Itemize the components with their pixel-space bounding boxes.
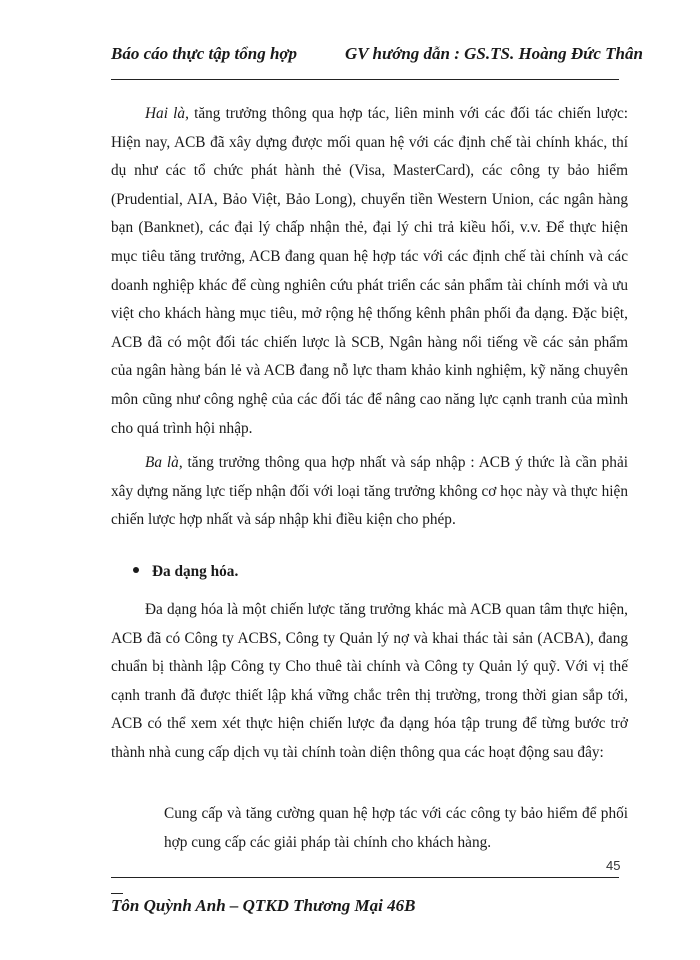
paragraph-text: , tăng trưởng thông qua hợp tác, liên minh với các đối tác chiến lược: Hiện nay, ACB đã xây dựng được mối quan hệ với các định chế tài chính khác, thí dụ như các tổ chức phát hành thẻ (Visa, MasterCard), các công ty bảo hiểm (Prudential, AIA, Bảo Việt, Bảo Long), chuyển tiền Western Union, các ngân hàng bạn (Banknet), các đại lý chấp nhận thẻ, đại lý chi trả kiều hối, v.v. Để thực hiện mục tiêu tăng trưởng, ACB đang quan hệ hợp tác với các định chế tài chính và các doanh nghiệp khác để cùng nghiên cứu phát triển các sản phẩm tài chính mới và ưu việt cho khách hàng mục tiêu, mở rộng hệ thống kênh phân phối đa dạng. Đặc biệt, ACB đã có một đối tác chiến lược là SCB, Ngân hàng nổi tiếng về các sản phẩm của ngân hàng bán lẻ và ACB đang nỗ lực tham khảo kinh nghiệm, kỹ năng chuyên môn cũng như công nghệ của các đối tác để nâng cao năng lực cạnh tranh của mình cho quá trình hội nhập.: [111, 105, 628, 437]
footer-author: Tôn Quỳnh Anh – QTKD Thương Mại 46B: [111, 896, 416, 915]
page-number: 45: [606, 858, 621, 873]
footer-mark: [111, 893, 123, 894]
header-divider: [111, 79, 619, 80]
paragraph-diversification: Đa dạng hóa là một chiến lược tăng trưởng khác mà ACB quan tâm thực hiện, ACB đã có Công ty ACBS, Công ty Quản lý nợ và khai thác tài sản (ACBA), đang chuẩn bị thành lập Công ty Cho thuê tài chính và Công ty Quản lý quỹ. Với vị thế cạnh tranh đã được thiết lập khá vững chắc trên thị trường, trong thời gian sắp tới, ACB có thể xem xét thực hiện chiến lược đa dạng hóa tập trung để từng bước trở thành nhà cung cấp dịch vụ tài chính toàn diện thông qua các hoạt động sau đây:: [111, 601, 628, 761]
paragraph-lead: Ba là: [145, 454, 179, 472]
section-heading-text: Đa dạng hóa.: [152, 563, 239, 580]
body-text-block-2: [111, 596, 628, 768]
sub-item-insurance: Cung cấp và tăng cường quan hệ hợp tác với các công ty bảo hiểm để phối hợp cung cấp các giải pháp tài chính cho khách hàng.: [164, 805, 628, 851]
header-supervisor: GV hướng dẫn : GS.TS. Hoàng Đức Thân: [345, 44, 643, 63]
paragraph-text: , tăng trưởng thông qua hợp nhất và sáp nhập : ACB ý thức là cần phải xây dựng năng lực tiếp nhận đối với loại tăng trưởng không cơ học này và thực hiện chiến lược hợp nhất và sáp nhập khi điều kiện cho phép.: [111, 454, 628, 529]
footer-divider: [111, 877, 619, 878]
paragraph-hai-la: [111, 100, 628, 443]
paragraph-ba-la: [111, 449, 628, 535]
bullet-icon: [133, 567, 139, 573]
header-report-title: Báo cáo thực tập tổng hợp: [111, 44, 298, 63]
section-heading-diversification: [133, 563, 238, 581]
body-text-block: [111, 100, 628, 535]
paragraph-lead: Hai là: [145, 105, 186, 122]
